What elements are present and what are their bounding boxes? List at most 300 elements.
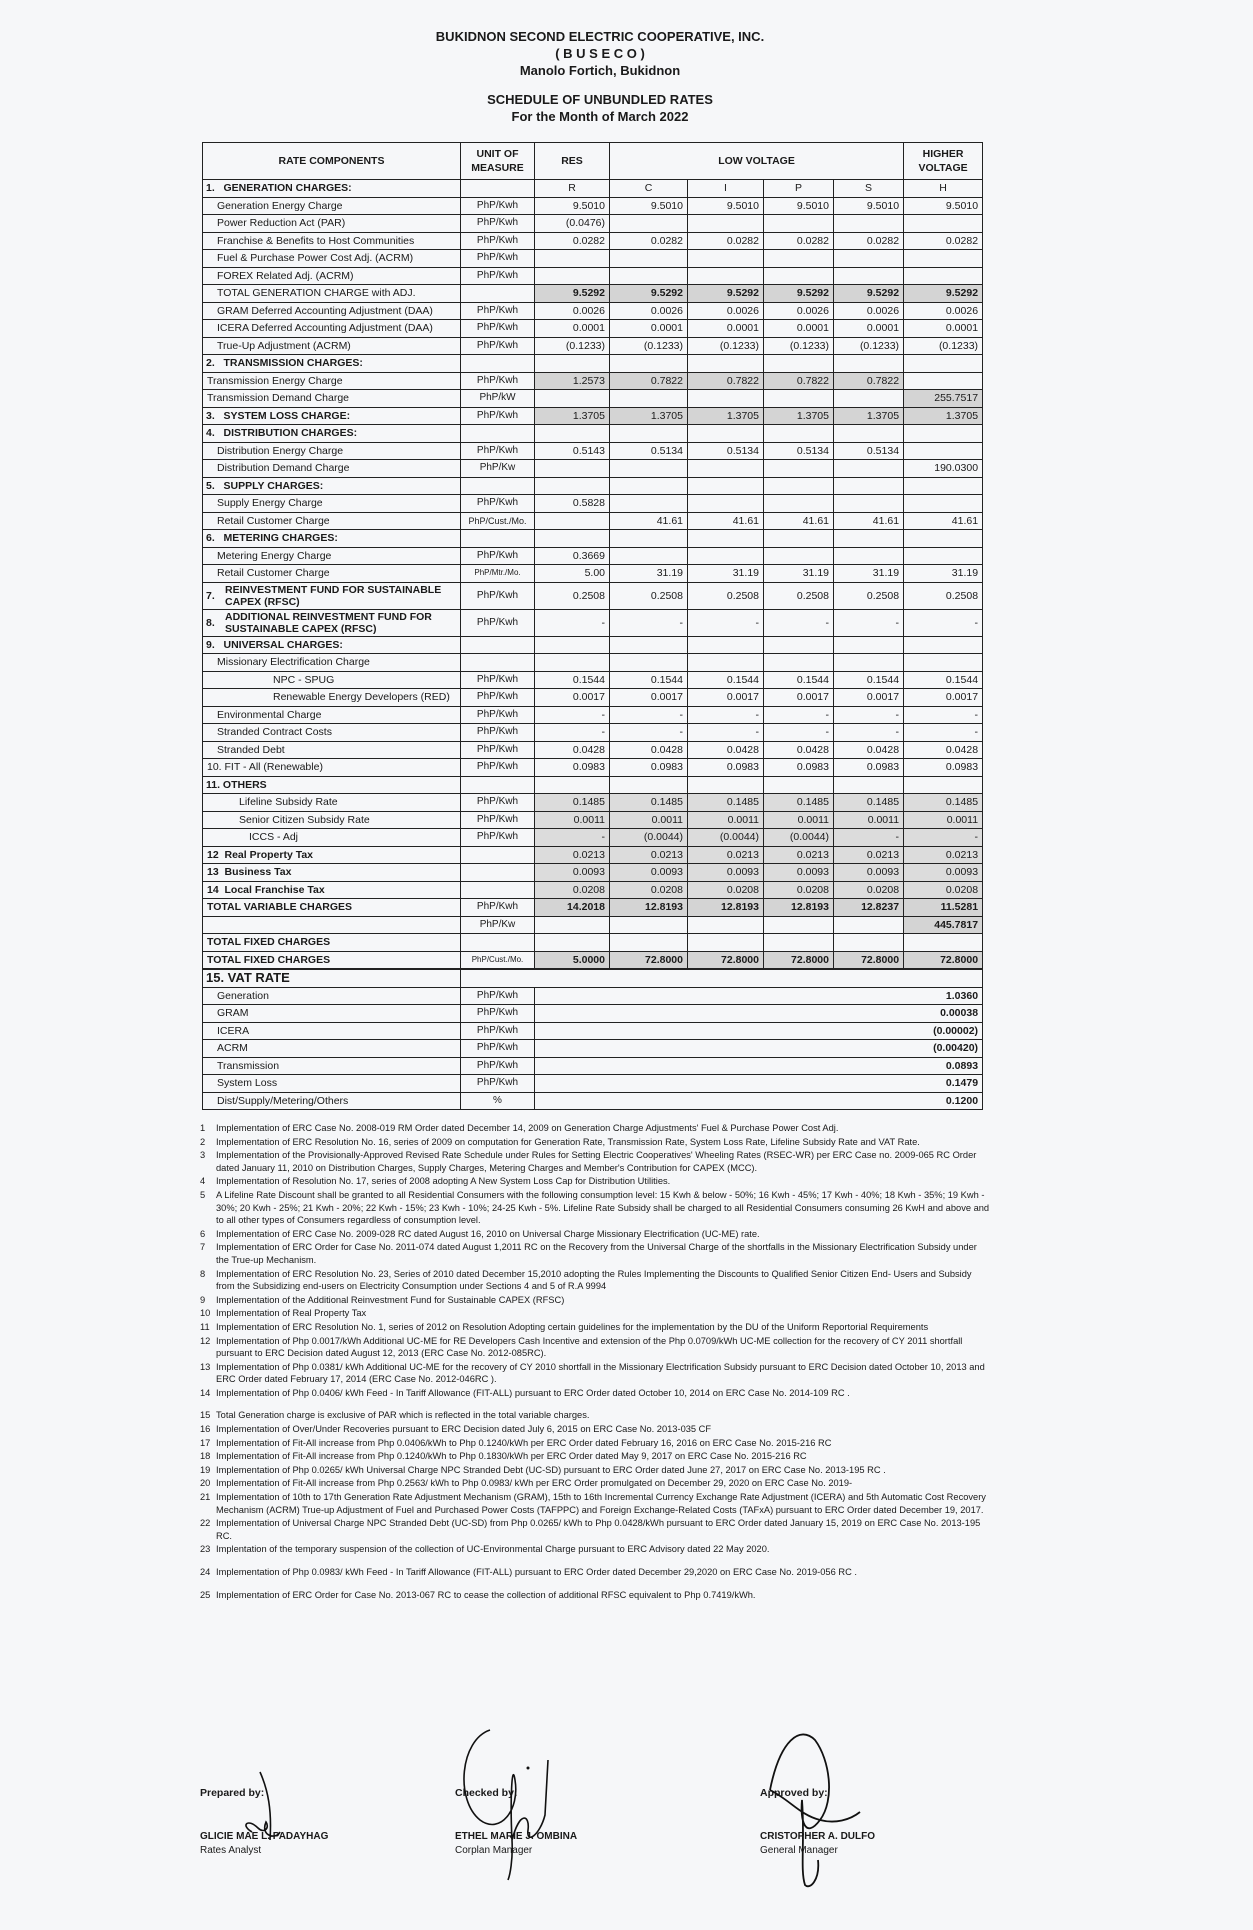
table-row xyxy=(203,495,983,513)
rate-component-label xyxy=(203,916,461,934)
footnote xyxy=(200,1335,990,1360)
unit-of-measure xyxy=(461,425,535,443)
footnote-number: 1 xyxy=(200,1123,206,1133)
rate-value-c: - xyxy=(610,724,688,742)
rate-value-r: - xyxy=(535,829,610,847)
rate-component-label: Generation Energy Charge xyxy=(203,197,461,215)
vat-value: 1.0360 xyxy=(535,987,983,1005)
rate-value-p xyxy=(764,934,834,952)
vat-label: Dist/Supply/Metering/Others xyxy=(203,1092,461,1110)
rate-value-r xyxy=(535,636,610,654)
rate-value-r: 0.0983 xyxy=(535,759,610,777)
table-row xyxy=(203,794,983,812)
table-row xyxy=(203,582,983,609)
rate-value-r: - xyxy=(535,724,610,742)
rate-value-r: 0.0208 xyxy=(535,881,610,899)
rate-value-h: - xyxy=(904,609,983,636)
rate-value-p xyxy=(764,215,834,233)
unit-of-measure: PhP/Kwh xyxy=(461,794,535,812)
unit-of-measure: PhP/Kwh xyxy=(461,706,535,724)
rate-value-i: - xyxy=(688,609,764,636)
rate-value-s: - xyxy=(834,724,904,742)
rate-value-r: 0.2508 xyxy=(535,582,610,609)
rate-value-r: R xyxy=(535,180,610,198)
footnote-number: 25 xyxy=(200,1589,211,1600)
vat-body xyxy=(203,969,983,1110)
rate-value-s xyxy=(834,654,904,672)
rate-value-p xyxy=(764,355,834,373)
table-row xyxy=(203,654,983,672)
rate-value-c: 9.5010 xyxy=(610,197,688,215)
rate-value-s xyxy=(834,495,904,513)
unit-of-measure: PhP/Kwh xyxy=(461,337,535,355)
unit-of-measure xyxy=(461,636,535,654)
rate-value-i: 0.0001 xyxy=(688,320,764,338)
rate-value-r xyxy=(535,355,610,373)
rate-component-label: Transmission Energy Charge xyxy=(203,372,461,390)
table-row xyxy=(203,759,983,777)
vat-value: (0.00002) xyxy=(535,1022,983,1040)
rate-component-label: Power Reduction Act (PAR) xyxy=(203,215,461,233)
rate-value-c: 0.0428 xyxy=(610,741,688,759)
footnote-number: 11 xyxy=(200,1321,210,1332)
rate-value-r: 5.0000 xyxy=(535,951,610,969)
rate-value-i xyxy=(688,636,764,654)
rate-value-i xyxy=(688,916,764,934)
rate-component-label: 1. GENERATION CHARGES: xyxy=(203,180,461,198)
footnote-text: Implementation of Php 0.0983/ kWh Feed - In Tariff Allowance (FIT-ALL) pursuant to ERC Order dated December 29,2020 on ERC Case No. 2019-056 RC . xyxy=(216,1567,857,1577)
rate-value-r xyxy=(535,460,610,478)
rate-value-p: 0.2508 xyxy=(764,582,834,609)
rate-value-i: 0.5134 xyxy=(688,442,764,460)
footnote xyxy=(200,1437,990,1450)
unit-of-measure xyxy=(461,846,535,864)
rate-value-r: 0.5143 xyxy=(535,442,610,460)
rate-value-h: 0.0093 xyxy=(904,864,983,882)
vat-label: Transmission xyxy=(203,1057,461,1075)
rate-component-label: Fuel & Purchase Power Cost Adj. (ACRM) xyxy=(203,250,461,268)
rate-value-h: 1.3705 xyxy=(904,407,983,425)
rate-value-i: 0.0282 xyxy=(688,232,764,250)
rate-value-c: 0.1485 xyxy=(610,794,688,812)
vat-value: 0.1200 xyxy=(535,1092,983,1110)
rate-value-s: 0.1485 xyxy=(834,794,904,812)
rate-value-i: I xyxy=(688,180,764,198)
rate-value-h: 0.0282 xyxy=(904,232,983,250)
rate-component-label: Environmental Charge xyxy=(203,706,461,724)
unit-of-measure: PhP/Kwh xyxy=(461,267,535,285)
rate-value-p xyxy=(764,654,834,672)
table-row xyxy=(203,460,983,478)
table-row xyxy=(203,724,983,742)
footnote-number: 2 xyxy=(200,1136,206,1147)
footnote-text: Implementation of Fit-All increase from Php 0.1240/kWh to Php 0.1830/kWh per ERC Order dated May 9, 2017 on ERC Case No. 2015-216 RC xyxy=(216,1451,807,1462)
rate-value-r xyxy=(535,916,610,934)
rate-value-p: 0.0093 xyxy=(764,864,834,882)
signatory-title: Corplan Manager xyxy=(455,1845,533,1856)
rate-value-p xyxy=(764,477,834,495)
rate-value-r xyxy=(535,934,610,952)
rate-value-c: - xyxy=(610,706,688,724)
rate-value-p xyxy=(764,250,834,268)
rate-value-c: (0.0044) xyxy=(610,829,688,847)
rate-component-label: 9. UNIVERSAL CHARGES: xyxy=(203,636,461,654)
rate-value-h: 0.0026 xyxy=(904,302,983,320)
rate-value-c: 0.2508 xyxy=(610,582,688,609)
rate-value-i xyxy=(688,477,764,495)
table-row xyxy=(203,689,983,707)
rate-value-c xyxy=(610,477,688,495)
table-row xyxy=(203,881,983,899)
vat-label: GRAM xyxy=(203,1005,461,1023)
footnote-number: 19 xyxy=(200,1464,211,1475)
rate-value-p: 0.0208 xyxy=(764,881,834,899)
rate-value-r xyxy=(535,267,610,285)
rate-value-h: 9.5292 xyxy=(904,285,983,303)
rate-value-i: 0.1485 xyxy=(688,794,764,812)
vat-title: 15. VAT RATE xyxy=(203,969,461,987)
rate-component-label: Stranded Contract Costs xyxy=(203,724,461,742)
rate-value-r xyxy=(535,390,610,408)
signatory-title: General Manager xyxy=(760,1845,838,1856)
rate-value-i: 0.1544 xyxy=(688,671,764,689)
table-row xyxy=(203,180,983,198)
rate-value-p: 12.8193 xyxy=(764,899,834,917)
footnote-text: Implementation of Php 0.0381/ kWh Additional UC-ME for the recovery of CY 2010 shortfall in the Missionary Electrification Subsidy pursuant to ERC Decision dated October 10, 2013 and ERC Order dated February 17, 2014 (ERC Case No. 2012-046RC ). xyxy=(216,1361,985,1385)
rate-value-c: 0.5134 xyxy=(610,442,688,460)
rate-value-s xyxy=(834,355,904,373)
unit-of-measure: PhP/Kwh xyxy=(461,609,535,636)
unit-of-measure xyxy=(461,881,535,899)
rate-value-p: 0.1544 xyxy=(764,671,834,689)
signatory-role: Approved by: xyxy=(760,1787,828,1799)
rate-value-s: 0.0983 xyxy=(834,759,904,777)
signatory-title: Rates Analyst xyxy=(200,1845,262,1856)
unit-of-measure: PhP/Kwh xyxy=(461,372,535,390)
rate-value-h: - xyxy=(904,724,983,742)
rate-value-p: 41.61 xyxy=(764,512,834,530)
rate-value-s xyxy=(834,776,904,794)
footnote xyxy=(200,1517,990,1542)
rate-value-p: 72.8000 xyxy=(764,951,834,969)
rate-component-label: 4. DISTRIBUTION CHARGES: xyxy=(203,425,461,443)
rate-value-r: 0.0213 xyxy=(535,846,610,864)
rate-component-label: 12 Real Property Tax xyxy=(203,846,461,864)
vat-row xyxy=(203,1005,983,1023)
vat-value: 0.00038 xyxy=(535,1005,983,1023)
rate-value-p: - xyxy=(764,609,834,636)
company-name: BUKIDNON SECOND ELECTRIC COOPERATIVE, INC. xyxy=(435,29,765,44)
rate-value-s: 0.0213 xyxy=(834,846,904,864)
footnote xyxy=(200,1149,990,1174)
unit-of-measure: PhP/Kwh xyxy=(461,302,535,320)
rate-value-s: - xyxy=(834,706,904,724)
unit-of-measure: PhP/Kwh xyxy=(461,741,535,759)
rate-value-p xyxy=(764,267,834,285)
rate-value-r: 0.1544 xyxy=(535,671,610,689)
rate-component-label: Transmission Demand Charge xyxy=(203,390,461,408)
footnote xyxy=(200,1361,990,1386)
rate-value-p: 31.19 xyxy=(764,565,834,583)
footnote-text: Implementation of Php 0.0265/ kWh Universal Charge NPC Stranded Debt (UC-SD) pursuant to ERC Order dated June 27, 2017 on ERC Case No. 2013-195 RC . xyxy=(216,1464,886,1475)
table-row xyxy=(203,636,983,654)
footnote-number: 23 xyxy=(200,1544,211,1555)
rate-value-p xyxy=(764,425,834,443)
rate-component-label: Renewable Energy Developers (RED) xyxy=(203,689,461,707)
vat-row xyxy=(203,1075,983,1093)
rate-value-c: 31.19 xyxy=(610,565,688,583)
rate-value-r: (0.0476) xyxy=(535,215,610,233)
rate-value-h xyxy=(904,934,983,952)
rate-value-p xyxy=(764,776,834,794)
rate-component-label: Stranded Debt xyxy=(203,741,461,759)
company-acronym: ( B U S E C O ) xyxy=(555,46,645,61)
rate-component-label: TOTAL GENERATION CHARGE with ADJ. xyxy=(203,285,461,303)
table-row xyxy=(203,372,983,390)
footnote-text: Implementation of Php 0.0406/ kWh Feed - In Tariff Allowance (FIT-ALL) pursuant to ERC Order dated October 10, 2014 on ERC Case No. 2014-109 RC . xyxy=(216,1387,850,1398)
footnote-text: Implementation of Resolution No. 17, series of 2008 adopting A New System Loss Cap for Distribution Utilities. xyxy=(216,1176,671,1187)
footnotes xyxy=(200,1122,990,1602)
footnote-text: Implementation of ERC Resolution No. 1, series of 2012 on Resolution Adopting certain guidelines for the implementation by the DU of the Uniform Reportorial Requirements xyxy=(216,1321,929,1332)
unit-of-measure: PhP/Kwh xyxy=(461,582,535,609)
header-rate-components: RATE COMPONENTS xyxy=(203,143,461,180)
table-row xyxy=(203,565,983,583)
rate-value-s: - xyxy=(834,829,904,847)
rate-value-r: 0.0001 xyxy=(535,320,610,338)
table-row xyxy=(203,215,983,233)
vat-unit: PhP/Kwh xyxy=(461,1057,535,1075)
rate-component-label: 14 Local Franchise Tax xyxy=(203,881,461,899)
rate-value-c xyxy=(610,776,688,794)
rate-value-h: 0.0983 xyxy=(904,759,983,777)
rate-value-s: 0.0428 xyxy=(834,741,904,759)
footnote-text: Implementation of the Additional Reinvestment Fund for Sustainable CAPEX (RFSC) xyxy=(216,1294,565,1305)
rate-component-label: Metering Energy Charge xyxy=(203,547,461,565)
header-low-voltage: LOW VOLTAGE xyxy=(610,143,904,180)
rate-value-p: 0.0026 xyxy=(764,302,834,320)
table-row xyxy=(203,285,983,303)
unit-of-measure: PhP/Kwh xyxy=(461,724,535,742)
unit-of-measure: PhP/Kwh xyxy=(461,215,535,233)
rate-value-p: (0.0044) xyxy=(764,829,834,847)
footnote xyxy=(200,1589,990,1602)
rate-value-c xyxy=(610,934,688,952)
rate-value-s: 0.0026 xyxy=(834,302,904,320)
footnote-text: Implementation of ERC Order for Case No. 2011-074 dated August 1,2011 RC on the Recovery from the Universal Charge of the shortfalls in the Missionary Electrification Subsidy under the True-up Mechanism. xyxy=(216,1242,977,1265)
unit-of-measure xyxy=(461,776,535,794)
rate-component-label: Missionary Electrification Charge xyxy=(203,654,461,672)
rate-value-r xyxy=(535,425,610,443)
footnote xyxy=(200,1268,990,1293)
rate-value-p: P xyxy=(764,180,834,198)
rate-value-i: (0.1233) xyxy=(688,337,764,355)
footnote-number: 6 xyxy=(200,1228,206,1239)
rate-value-c xyxy=(610,390,688,408)
rate-value-r xyxy=(535,250,610,268)
footnote-number: 5 xyxy=(200,1189,206,1200)
rate-value-s xyxy=(834,530,904,548)
rate-value-h: 190.0300 xyxy=(904,460,983,478)
rate-value-c: 0.0213 xyxy=(610,846,688,864)
table-row xyxy=(203,407,983,425)
rate-value-h: - xyxy=(904,706,983,724)
rate-value-p: 0.0282 xyxy=(764,232,834,250)
rate-value-i xyxy=(688,460,764,478)
rate-value-s: 0.0093 xyxy=(834,864,904,882)
signatory-role: Checked by: xyxy=(455,1787,518,1799)
rate-value-h: H xyxy=(904,180,983,198)
rate-value-c: (0.1233) xyxy=(610,337,688,355)
rate-value-h: 9.5010 xyxy=(904,197,983,215)
rate-value-s: 0.0208 xyxy=(834,881,904,899)
rate-value-i: 0.0093 xyxy=(688,864,764,882)
rate-value-s xyxy=(834,390,904,408)
rate-value-h xyxy=(904,776,983,794)
unit-of-measure: PhP/Cust./Mo. xyxy=(461,951,535,969)
rate-value-i: 0.0011 xyxy=(688,811,764,829)
rate-component-label: 10. FIT - All (Renewable) xyxy=(203,759,461,777)
rate-value-i xyxy=(688,355,764,373)
table-row xyxy=(203,232,983,250)
vat-unit: PhP/Kwh xyxy=(461,987,535,1005)
rate-value-r: 1.3705 xyxy=(535,407,610,425)
rate-value-c: 0.0208 xyxy=(610,881,688,899)
rate-value-r: 0.1485 xyxy=(535,794,610,812)
rate-value-p: 9.5292 xyxy=(764,285,834,303)
unit-of-measure: PhP/Kwh xyxy=(461,689,535,707)
footnote-number: 10 xyxy=(200,1308,211,1319)
rate-value-c xyxy=(610,916,688,934)
footnote xyxy=(200,1228,990,1241)
rate-value-r: - xyxy=(535,609,610,636)
unit-of-measure xyxy=(461,864,535,882)
rate-value-p: 0.0017 xyxy=(764,689,834,707)
unit-of-measure xyxy=(461,654,535,672)
rate-component-label: Distribution Energy Charge xyxy=(203,442,461,460)
rate-component-label: Lifeline Subsidy Rate xyxy=(203,794,461,812)
rate-value-p: 0.1485 xyxy=(764,794,834,812)
rate-component-label: NPC - SPUG xyxy=(203,671,461,689)
rate-value-p: 0.0213 xyxy=(764,846,834,864)
signatory-role: Prepared by: xyxy=(200,1787,265,1799)
footnote-number: 14 xyxy=(200,1387,211,1398)
table-row xyxy=(203,355,983,373)
table-row xyxy=(203,864,983,882)
table-header-row xyxy=(203,143,983,180)
rate-component-label: 13 Business Tax xyxy=(203,864,461,882)
footnote-number: 15 xyxy=(200,1410,211,1421)
footnote-text: Implentation of the temporary suspension of the collection of UC-Environmental Charge pursuant to ERC Advisory dated 22 May 2020. xyxy=(216,1544,770,1555)
rate-component-label: Retail Customer Charge xyxy=(203,565,461,583)
table-row xyxy=(203,951,983,969)
footnote xyxy=(200,1321,990,1334)
rate-value-i xyxy=(688,390,764,408)
rate-value-r: 14.2018 xyxy=(535,899,610,917)
rate-value-i: 0.0213 xyxy=(688,846,764,864)
rate-value-c: 1.3705 xyxy=(610,407,688,425)
footnote-number: 20 xyxy=(200,1478,211,1489)
footnote-text: A Lifeline Rate Discount shall be granted to all Residential Consumers with the following consumption level: 15 Kwh & below - 50%; 16 Kwh - 45%; 17 Kwh - 40%; 18 Kwh - 35%; 19 Kwh - 30%; 20 Kwh - 25%; 21 Kwh - 20%; 22 Kwh - 15%; 23 Kwh - 10%; 24-25 Kwh - 5%. Lifeline Rate Subsidy shall be charged to all Residential Consumers consuming 26 KwH and above and to all other types of Consumers regardless of consumption level. xyxy=(216,1189,990,1226)
rate-value-c xyxy=(610,495,688,513)
rate-component-label: 3. SYSTEM LOSS CHARGE: xyxy=(203,407,461,425)
table-row xyxy=(203,530,983,548)
section-number: 7. xyxy=(206,589,215,602)
rate-value-h: 0.0428 xyxy=(904,741,983,759)
rate-value-s: 1.3705 xyxy=(834,407,904,425)
rate-value-r: 0.0026 xyxy=(535,302,610,320)
rate-value-r: 0.0011 xyxy=(535,811,610,829)
section-label: REINVESTMENT FUND FOR SUSTAINABLE CAPEX (RFSC) xyxy=(225,583,442,608)
rate-value-i xyxy=(688,495,764,513)
rate-value-s: 0.0282 xyxy=(834,232,904,250)
unit-of-measure xyxy=(461,477,535,495)
rate-value-h xyxy=(904,654,983,672)
rate-value-s xyxy=(834,425,904,443)
rate-value-c xyxy=(610,215,688,233)
rate-component-label: FOREX Related Adj. (ACRM) xyxy=(203,267,461,285)
rate-value-s: 0.7822 xyxy=(834,372,904,390)
rate-value-h xyxy=(904,442,983,460)
table-row xyxy=(203,442,983,460)
table-row xyxy=(203,197,983,215)
rate-value-i: 9.5292 xyxy=(688,285,764,303)
rates-body xyxy=(203,180,983,970)
footnote-text: Implementation of Php 0.0017/kWh Additional UC-ME for RE Developers Cash Incentive and extension of the Php 0.0709/kWh UC-ME collection for the recovery of CY 2011 shortfall pursuant to ERC Decision dated August 12, 2013 (ERC Case No. 2012-085RC). xyxy=(216,1335,963,1359)
vat-label: ACRM xyxy=(203,1040,461,1058)
rate-value-p xyxy=(764,636,834,654)
signatory-name: ETHEL MARIE J. OMBINA xyxy=(455,1831,578,1842)
table-row xyxy=(203,267,983,285)
rate-component-label: TOTAL FIXED CHARGES xyxy=(203,934,461,952)
rate-value-p: 0.0011 xyxy=(764,811,834,829)
footnote xyxy=(200,1464,990,1477)
unit-of-measure xyxy=(461,180,535,198)
signature-prepared-icon xyxy=(230,1770,290,1860)
rate-value-c: 0.0011 xyxy=(610,811,688,829)
rate-value-h: 0.0001 xyxy=(904,320,983,338)
rate-component-label: True-Up Adjustment (ACRM) xyxy=(203,337,461,355)
rate-value-s: 9.5292 xyxy=(834,285,904,303)
rate-component-label: Supply Energy Charge xyxy=(203,495,461,513)
rate-value-i: 0.0208 xyxy=(688,881,764,899)
rate-value-h: 0.1485 xyxy=(904,794,983,812)
rate-value-c xyxy=(610,654,688,672)
rate-value-c: 0.7822 xyxy=(610,372,688,390)
footnote-number: 24 xyxy=(200,1567,211,1577)
unit-of-measure: PhP/Kwh xyxy=(461,495,535,513)
unit-of-measure: PhP/Kwh xyxy=(461,232,535,250)
rate-value-c xyxy=(610,530,688,548)
footnote xyxy=(200,1175,990,1188)
rate-value-s xyxy=(834,636,904,654)
rate-value-r: 9.5292 xyxy=(535,285,610,303)
rate-value-p: 0.7822 xyxy=(764,372,834,390)
rate-value-s xyxy=(834,460,904,478)
vat-unit: PhP/Kwh xyxy=(461,1040,535,1058)
rate-value-s xyxy=(834,547,904,565)
footnote xyxy=(200,1409,990,1422)
rate-value-c xyxy=(610,267,688,285)
rate-value-c xyxy=(610,460,688,478)
footnote-number: 22 xyxy=(200,1518,211,1529)
rate-value-h xyxy=(904,495,983,513)
header-unit-of-measure: UNIT OF MEASURE xyxy=(461,143,535,180)
table-row xyxy=(203,934,983,952)
footnote-text: Implementation of ERC Resolution No. 23, Series of 2010 dated December 15,2010 adopting the Rules Implementing the Discounts to Qualified Senior Citizen End- Users and Subsidy from the Subsidizing end-users on Electricity Consumption under Sections 4 and 5 of R.A 9994 xyxy=(216,1268,972,1292)
rate-value-c: 0.0983 xyxy=(610,759,688,777)
vat-unit: PhP/Kwh xyxy=(461,1022,535,1040)
vat-row xyxy=(203,1022,983,1040)
